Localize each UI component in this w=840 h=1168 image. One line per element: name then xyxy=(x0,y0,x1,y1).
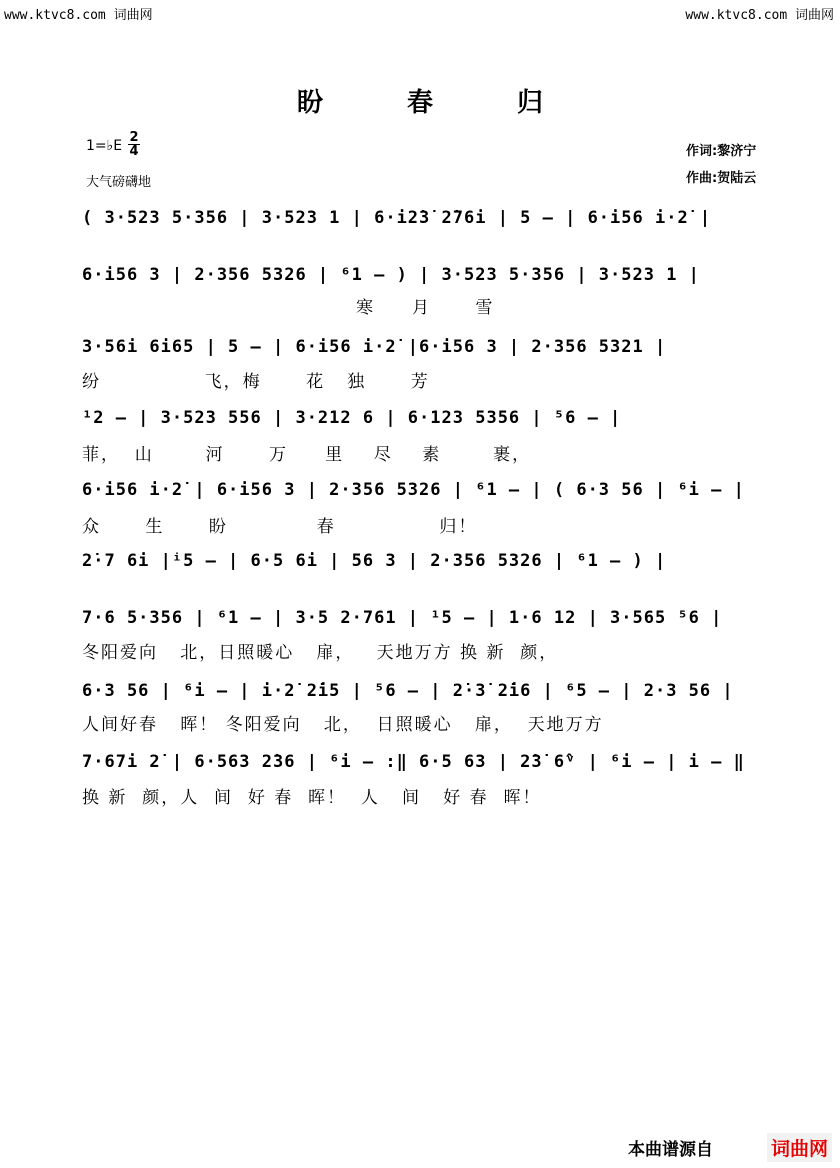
notes: 7·6 5·356 | ⁶1 — | 3·5 2·761 | ¹5 — | 1·6 12 | 3·565 ⁵6 | xyxy=(82,608,723,628)
notation-row xyxy=(82,752,762,772)
lyric-row: 寒 月 雪 xyxy=(82,298,495,318)
lyric-row: 换 新 颜，人 间 好 春 晖！ 人 间 好 春 晖！ xyxy=(82,788,542,808)
site-logo: 词曲网 xyxy=(767,1133,832,1162)
lyric-row: 人间好春 晖！ 冬阳爱向 北， 日照暖心 扉， 天地万方 xyxy=(82,715,604,735)
tempo-marking: 大气磅礴地 xyxy=(86,175,152,190)
notes: 6·i56 3 | 2·356 5326 | ⁶1 — ) | 3·523 5·356 | 3·523 1 | xyxy=(82,265,700,285)
composer: 作曲:贺陆云 xyxy=(686,171,757,186)
time-top: 2 xyxy=(129,130,139,145)
song-title xyxy=(0,82,840,119)
notes: ¹2 — | 3·523 556 | 3·212 6 | 6·123 5356 | ⁵6 — | xyxy=(82,408,622,428)
notation-row xyxy=(82,480,762,500)
lyric-row: 冬阳爱向 北，日照暖心 扉， 天地万方 换 新 颜， xyxy=(82,643,559,663)
time-signature xyxy=(128,131,140,158)
lyricist: 作词:黎济宁 xyxy=(686,144,757,159)
notation-row xyxy=(82,408,762,428)
notation-row xyxy=(82,208,762,228)
notes: 3·56i 6i65 | 5 — | 6·i56 i·2̇ |6·i56 3 | 2·356 5321 | xyxy=(82,337,667,357)
lyric-row: 菲， 山 河 万 里 尽 素 裹， xyxy=(82,445,532,465)
site-watermark-left: www.ktvc8.com 词曲网 xyxy=(4,8,153,23)
notation-row xyxy=(82,551,762,571)
notation-row xyxy=(82,265,762,285)
notes: 2̇·7 6i |ⁱ5 — | 6·5 6i | 56 3 | 2·356 5326 | ⁶1 — ) | xyxy=(82,551,667,571)
notes: ( 3·523 5·356 | 3·523 1 | 6·i2̇3̇ 2̇76i | 5 — | 6·i56 i·2̇ | xyxy=(82,208,712,228)
notes: 6·i56 i·2̇ | 6·i56 3 | 2·356 5326 | ⁶1 — | ( 6·3 56 | ⁶i — | xyxy=(82,480,745,500)
title-char: 盼 xyxy=(296,88,365,118)
notes: 7·67i 2̇ | 6·563 2̇36 | ⁶i — :‖ 6·5 63 | 2̇3̇ 6̂ᵛ | ⁶i — | i — ‖ xyxy=(82,752,745,772)
site-watermark-right: www.ktvc8.com 词曲网 xyxy=(685,8,834,23)
source-note: 本曲谱源自 xyxy=(628,1140,713,1160)
lyric-row: 众 生 盼 春 归！ xyxy=(82,517,478,537)
notation-row xyxy=(82,608,762,628)
notation-row xyxy=(82,681,762,701)
notes: 6·3 56 | ⁶i — | i·2̇ 2̇i5 | ⁵6 — | 2̇·3̇ 2̇i6 | ⁶5 — | 2·3 56 | xyxy=(82,681,734,701)
notation-row xyxy=(82,337,762,357)
time-bottom: 4 xyxy=(129,144,139,159)
lyric-row: 纷 飞，梅 花 独 芳 xyxy=(82,372,430,392)
title-char: 春 xyxy=(406,88,475,118)
title-char: 归 xyxy=(517,88,586,118)
key-signature: 1=♭E xyxy=(86,138,123,154)
